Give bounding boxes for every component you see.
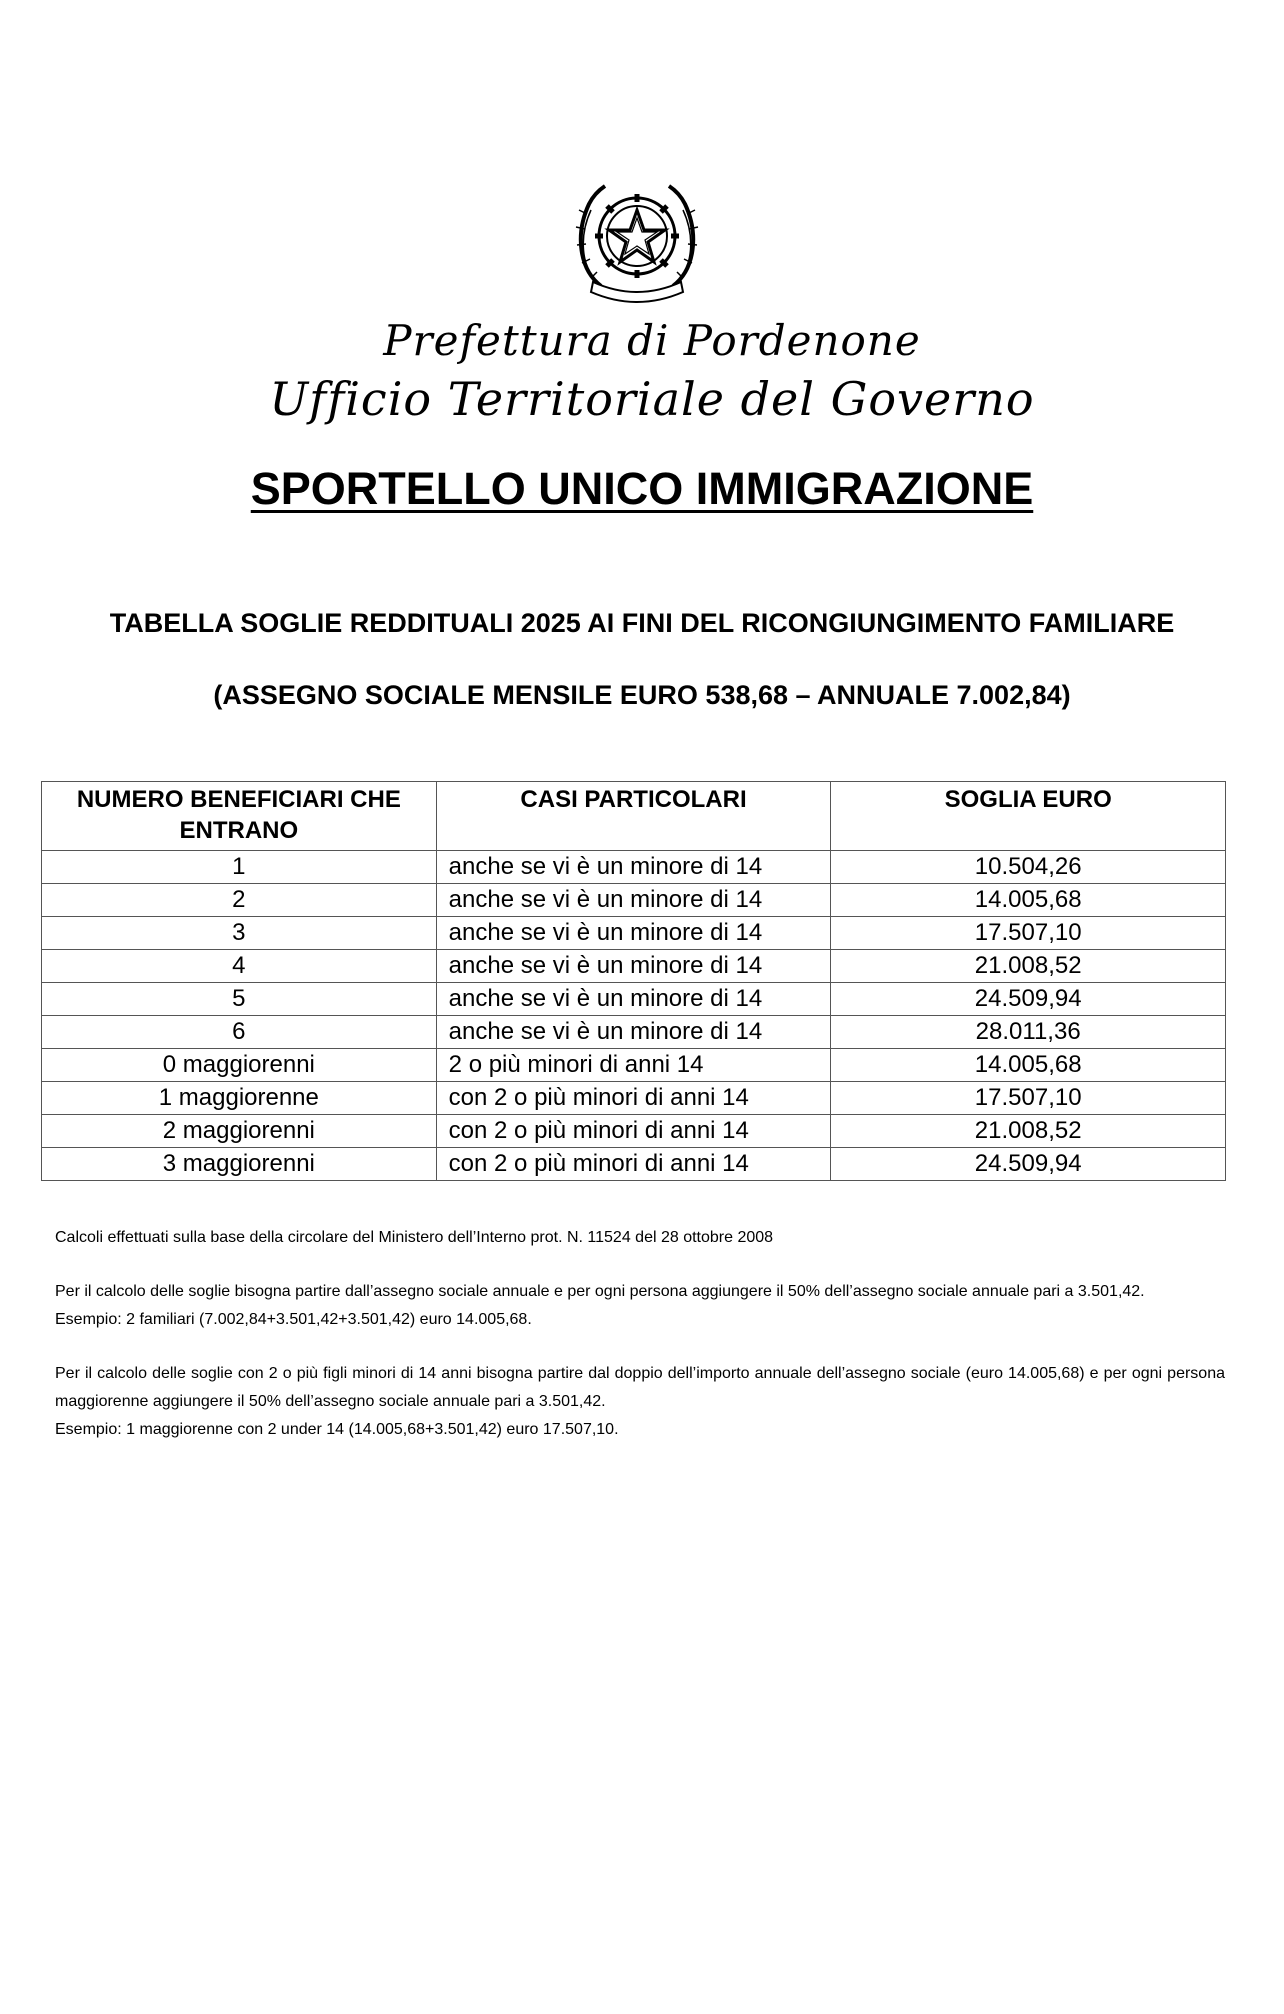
cell-threshold: 17.507,10 [831, 1082, 1226, 1115]
prefecture-name: Prefettura di Pordenone [383, 316, 921, 365]
cell-threshold: 24.509,94 [831, 1148, 1226, 1181]
cell-beneficiaries: 4 [42, 950, 437, 983]
cell-case: anche se vi è un minore di 14 [436, 950, 831, 983]
cell-case: anche se vi è un minore di 14 [436, 851, 831, 884]
cell-threshold: 28.011,36 [831, 1016, 1226, 1049]
cell-case: con 2 o più minori di anni 14 [436, 1115, 831, 1148]
cell-beneficiaries: 1 maggiorenne [42, 1082, 437, 1115]
calculation-note-1: Per il calcolo delle soglie bisogna partire dall’assegno sociale annuale e per ogni persona aggiungere il 50% dell’assegno sociale annuale pari a 3.501,42. [55, 1283, 1145, 1300]
cell-beneficiaries: 1 [42, 851, 437, 884]
cell-case: anche se vi è un minore di 14 [436, 983, 831, 1016]
cell-beneficiaries: 2 maggiorenni [42, 1115, 437, 1148]
table-row [42, 917, 1226, 950]
table-row [42, 1115, 1226, 1148]
header-special-cases: CASI PARTICOLARI [436, 782, 831, 851]
table-row [42, 1148, 1226, 1181]
cell-case: 2 o più minori di anni 14 [436, 1049, 831, 1082]
calculation-note-2: Per il calcolo delle soglie con 2 o più figli minori di 14 anni bisogna partire dal doppio dell’importo annuale dell’assegno sociale (euro 14.005,68) e per ogni persona maggiorenne aggiungere il 50% dell’assegno sociale annuale pari a 3.501,42. [55, 1365, 1225, 1410]
cell-case: con 2 o più minori di anni 14 [436, 1082, 831, 1115]
cell-beneficiaries: 5 [42, 983, 437, 1016]
table-row [42, 950, 1226, 983]
table-row [42, 1049, 1226, 1082]
header-threshold: SOGLIA EURO [831, 782, 1226, 851]
cell-threshold: 24.509,94 [831, 983, 1226, 1016]
table-row [42, 1016, 1226, 1049]
cell-case: con 2 o più minori di anni 14 [436, 1148, 831, 1181]
cell-beneficiaries: 6 [42, 1016, 437, 1049]
table-row [42, 983, 1226, 1016]
table-row [42, 851, 1226, 884]
notes-section [55, 1224, 1225, 1444]
cell-case: anche se vi è un minore di 14 [436, 1016, 831, 1049]
table-row [42, 884, 1226, 917]
cell-case: anche se vi è un minore di 14 [436, 917, 831, 950]
cell-case: anche se vi è un minore di 14 [436, 884, 831, 917]
cell-threshold: 10.504,26 [831, 851, 1226, 884]
cell-threshold: 14.005,68 [831, 884, 1226, 917]
office-name: Ufficio Territoriale del Governo [269, 372, 1035, 426]
cell-beneficiaries: 2 [42, 884, 437, 917]
example-note-2: Esempio: 1 maggiorenne con 2 under 14 (14.005,68+3.501,42) euro 17.507,10. [55, 1421, 619, 1438]
header-beneficiaries: NUMERO BENEFICIARI CHE ENTRANO [42, 782, 437, 851]
table-row [42, 1082, 1226, 1115]
page-title: SPORTELLO UNICO IMMIGRAZIONE [250, 463, 1034, 514]
cell-beneficiaries: 3 maggiorenni [42, 1148, 437, 1181]
table-header-row [42, 782, 1226, 851]
cell-threshold: 21.008,52 [831, 1115, 1226, 1148]
cell-threshold: 21.008,52 [831, 950, 1226, 983]
table-subtitle: (ASSEGNO SOCIALE MENSILE EURO 538,68 – ANNUALE 7.002,84) [213, 680, 1071, 710]
cell-threshold: 14.005,68 [831, 1049, 1226, 1082]
example-note-1: Esempio: 2 familiari (7.002,84+3.501,42+3.501,42) euro 14.005,68. [55, 1311, 532, 1328]
table-title: TABELLA SOGLIE REDDITUALI 2025 AI FINI DEL RICONGIUNGIMENTO FAMILIARE [109, 608, 1175, 638]
source-note: Calcoli effettuati sulla base della circolare del Ministero dell’Interno prot. N. 11524 del 28 ottobre 2008 [55, 1229, 774, 1246]
cell-threshold: 17.507,10 [831, 917, 1226, 950]
italian-republic-emblem-icon [571, 174, 703, 304]
income-threshold-table [41, 781, 1226, 1181]
cell-beneficiaries: 3 [42, 917, 437, 950]
cell-beneficiaries: 0 maggiorenni [42, 1049, 437, 1082]
